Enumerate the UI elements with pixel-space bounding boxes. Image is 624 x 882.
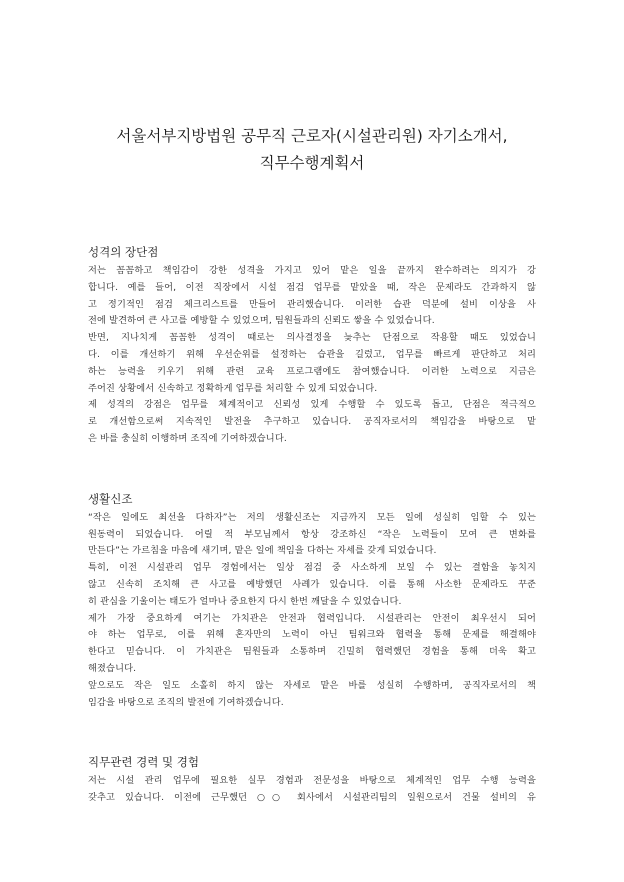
section-personality xyxy=(88,245,536,448)
body-line: 앞으로도 작은 일도 소홀히 하지 않는 자세로 맡은 바를 성실히 수행하며, 공직자로서의 책 xyxy=(88,679,536,691)
body-line: 히 관심을 기울이는 태도가 얼마나 중요한지 다시 한번 깨달을 수 있었습니다. xyxy=(88,595,402,607)
document-title xyxy=(88,0,536,177)
section-life-motto xyxy=(88,492,536,712)
body-line: 로 개선함으로써 지속적인 발전을 추구하고 있습니다. 공직자로서의 책임감을 바탕으로 맡 xyxy=(88,416,536,428)
body-line: 해졌습니다. xyxy=(88,662,137,674)
body-line: 야 하는 업무로, 이를 위해 혼자만의 노력이 아닌 팀워크와 협력을 통해 문제를 해결해야 xyxy=(88,629,536,641)
section-heading: 직무관련 경력 및 경험 xyxy=(88,755,199,770)
section-body xyxy=(88,773,536,807)
body-line: 제 성격의 강점은 업무를 체계적이고 신뢰성 있게 수행할 수 있도록 돕고, 단점은 적극적으 xyxy=(88,399,536,411)
body-line: 전에 발견하여 큰 사고를 예방할 수 있었으며, 팀원들과의 신뢰도 쌓을 수 있었습니다. xyxy=(88,315,435,327)
body-line: 한다고 믿습니다. 이 가치관은 팀원들과 소통하며 긴밀히 협력했던 경험을 통해 더욱 확고 xyxy=(88,646,536,658)
body-line: 고 정기적인 점검 체크리스트를 만들어 관리했습니다. 이러한 습관 덕분에 설비 이상을 사 xyxy=(88,298,536,310)
body-line: 않고 신속히 조치해 큰 사고를 예방했던 사례가 있습니다. 이를 통해 사소한 문제라도 꾸준 xyxy=(88,578,536,590)
section-body xyxy=(88,263,536,448)
body-line: 특히, 이전 시설관리 업무 경험에서는 일상 점검 중 사소하게 보일 수 있는 결함을 놓치지 xyxy=(88,562,536,574)
body-line: 저는 꼼꼼하고 책임감이 강한 성격을 가지고 있어 맡은 일을 끝까지 완수하려는 의지가 강 xyxy=(88,265,536,276)
body-line: 제가 가장 중요하게 여기는 가치관은 안전과 협력입니다. 시설관리는 안전이 최우선시 되어 xyxy=(88,612,536,624)
body-line: 저는 시설 관리 업무에 필요한 실무 경험과 전문성을 바탕으로 체계적인 업무 수행 능력을 xyxy=(88,775,536,787)
section-work-experience xyxy=(88,755,536,807)
body-line: 갖추고 있습니다. 이전에 근무했던 ○○ 회사에서 시설관리팀의 일원으로서 건물 설비의 유 xyxy=(88,792,536,804)
body-line: 반면, 지나치게 꼼꼼한 성격이 때로는 의사결정을 늦추는 단점으로 작용할 때도 있었습니 xyxy=(88,332,536,344)
body-line: 원동력이 되었습니다. 어릴 적 부모님께서 항상 강조하신 “작은 노력들이 모여 큰 변화를 xyxy=(88,528,536,540)
section-heading: 생활신조 xyxy=(88,491,133,506)
body-line: 다. 이를 개선하기 위해 우선순위를 설정하는 습관을 길렀고, 업무를 빠르게 판단하고 처리 xyxy=(88,348,536,360)
body-line: “작은 일에도 최선을 다하자”는 저의 생활신조는 지금까지 모든 일에 성실히 임할 수 있는 xyxy=(88,511,536,523)
section-body xyxy=(88,510,536,712)
document-title-line-2: 직무수행계획서 xyxy=(259,154,365,172)
body-line: 하는 능력을 키우기 위해 관련 교육 프로그램에도 참여했습니다. 이러한 노력으로 지금은 xyxy=(88,365,536,377)
body-line: 임감을 바탕으로 조직의 발전에 기여하겠습니다. xyxy=(88,696,284,708)
section-heading: 성격의 장단점 xyxy=(88,245,159,259)
body-line: 만든다”는 가르침을 마음에 새기며, 맡은 일에 책임을 다하는 자세를 갖게 되었습니다. xyxy=(88,545,437,557)
body-line: 주어진 상황에서 신속하고 정확하게 업무를 처리할 수 있게 되었습니다. xyxy=(88,382,378,394)
document-title-line-1: 서울서부지방법원 공무직 근로자(시설관리원) 자기소개서, xyxy=(116,127,508,145)
body-line: 은 바를 충실히 이행하며 조직에 기여하겠습니다. xyxy=(88,432,287,444)
body-line: 합니다. 예를 들어, 이전 직장에서 시설 점검 업무를 맡았을 때, 작은 문제라도 간과하지 않 xyxy=(88,281,536,293)
